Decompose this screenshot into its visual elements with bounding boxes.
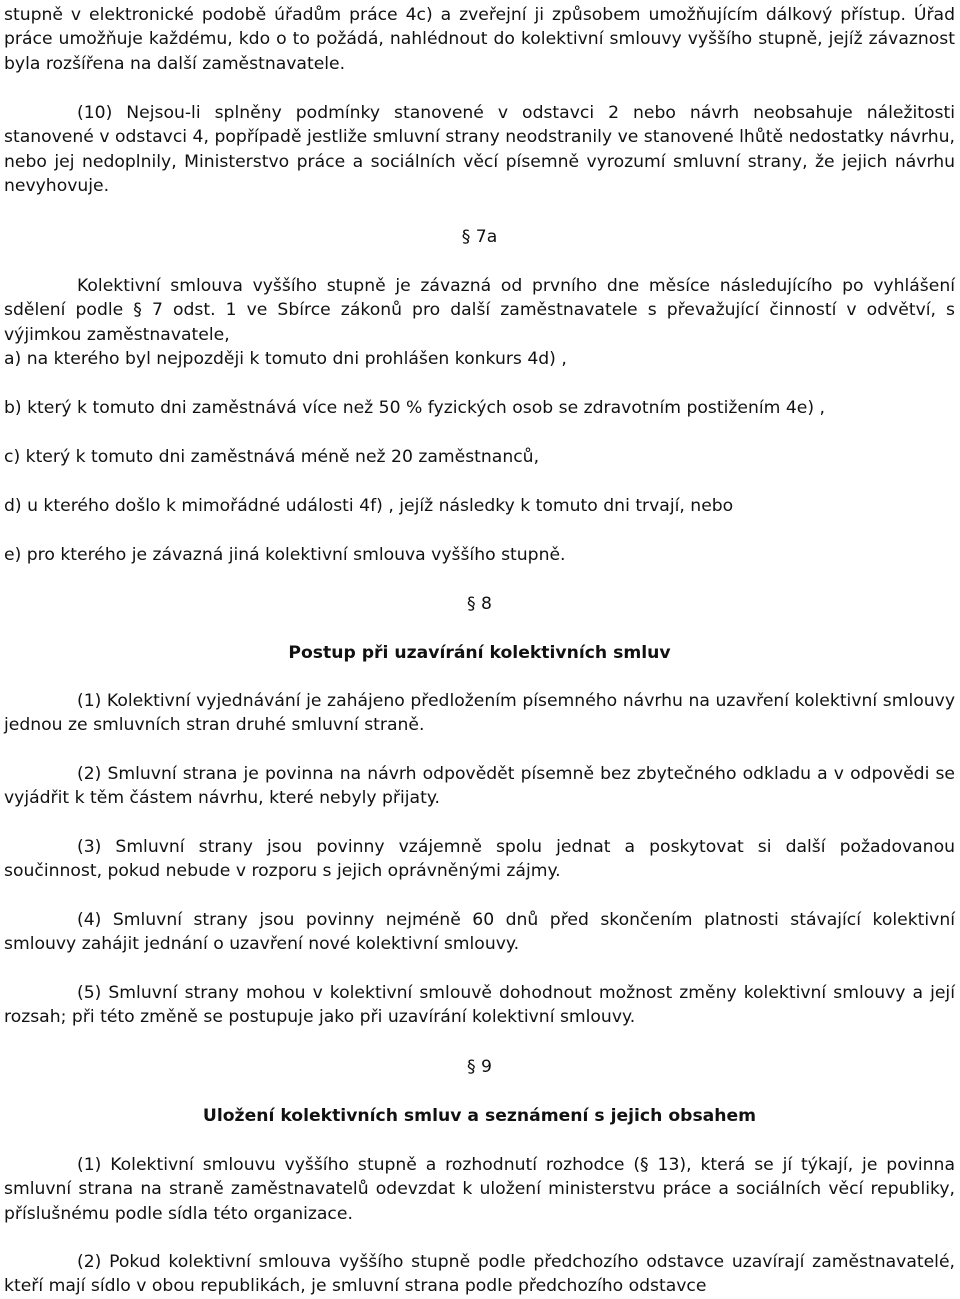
section-9-paragraph-1: (1) Kolektivní smlouvu vyššího stupně a rozhodnutí rozhodce (§ 13), která se jí týkají, je povinna smluvní strana na straně zaměstnavatelů odevzdat k uložení ministerstvu práce a sociálních věcí republiky, příslušnému podle sídla této organizace. — [4, 1155, 955, 1224]
section-8-mark: § 8 — [467, 594, 492, 614]
section-8-title: Postup při uzavírání kolektivních smluv — [288, 643, 671, 663]
section-8-paragraph-1: (1) Kolektivní vyjednávání je zahájeno předložením písemného návrhu na uzavření kolektivní smlouvy jednou ze smluvních stran druhé smluvní straně. — [4, 691, 955, 736]
section-9-paragraph-2: (2) Pokud kolektivní smlouva vyššího stupně podle předchozího odstavce uzavírají zaměstnavatelé, kteří mají sídlo v obou republikách, je smluvní strana podle předchozího odstavce — [4, 1252, 955, 1297]
section-7a-item-a: a) na kterého byl nejpozději k tomuto dni prohlášen konkurs 4d) , — [4, 349, 567, 369]
section-7a-item-d: d) u kterého došlo k mimořádné události 4f) , jejíž následky k tomuto dni trvají, nebo — [4, 496, 734, 516]
continuation-paragraph: stupně v elektronické podobě úřadům práce 4c) a zveřejní ji způsobem umožňujícím dálkový přístup. Úřad práce umožňuje každému, kdo o to požádá, nahlédnout do kolektivní smlouvy vyššího stupně, jejíž závaznost byla rozšířena na další zaměstnavatele. — [4, 5, 955, 74]
section-8-paragraph-3: (3) Smluvní strany jsou povinny vzájemně spolu jednat a poskytovat si další požadovanou součinnost, pokud nebude v rozporu s jejich oprávněnými zájmy. — [4, 837, 955, 882]
paragraph-10: (10) Nejsou-li splněny podmínky stanovené v odstavci 2 nebo návrh neobsahuje náležitosti stanovené v odstavci 4, popřípadě jestliže smluvní strany neodstranily ve stanovené lhůtě nedostatky návrhu, nebo jej nedoplnily, Ministerstvo práce a sociálních věcí písemně vyrozumí smluvní strany, že jejich návrhu nevyhovuje. — [4, 103, 955, 197]
section-7a-item-e: e) pro kterého je závazná jiná kolektivní smlouva vyššího stupně. — [4, 545, 566, 565]
section-9-title: Uložení kolektivních smluv a seznámení s jejich obsahem — [202, 1106, 757, 1126]
section-7a-item-b: b) který k tomuto dni zaměstnává více než 50 % fyzických osob se zdravotním postižením 4e) , — [4, 398, 825, 418]
section-9-mark: § 9 — [467, 1057, 492, 1077]
section-8-paragraph-4: (4) Smluvní strany jsou povinny nejméně 60 dnů před skončením platnosti stávající kolektivní smlouvy zahájit jednání o uzavření nové kolektivní smlouvy. — [4, 910, 955, 955]
section-7a-item-c: c) který k tomuto dni zaměstnává méně než 20 zaměstnanců, — [4, 447, 540, 467]
section-7a-intro: Kolektivní smlouva vyššího stupně je závazná od prvního dne měsíce následujícího po vyhlášení sdělení podle § 7 odst. 1 ve Sbírce zákonů pro další zaměstnavatele s převažující činností v odvětví, s výjimkou zaměstnavatele, — [4, 276, 955, 345]
section-7a-mark: § 7a — [461, 227, 498, 247]
section-8-paragraph-5: (5) Smluvní strany mohou v kolektivní smlouvě dohodnout možnost změny kolektivní smlouvy a její rozsah; při této změně se postupuje jako při uzavírání kolektivní smlouvy. — [4, 983, 955, 1028]
section-8-paragraph-2: (2) Smluvní strana je povinna na návrh odpovědět písemně bez zbytečného odkladu a v odpovědi se vyjádřit k těm částem návrhu, které nebyly přijaty. — [4, 764, 955, 809]
